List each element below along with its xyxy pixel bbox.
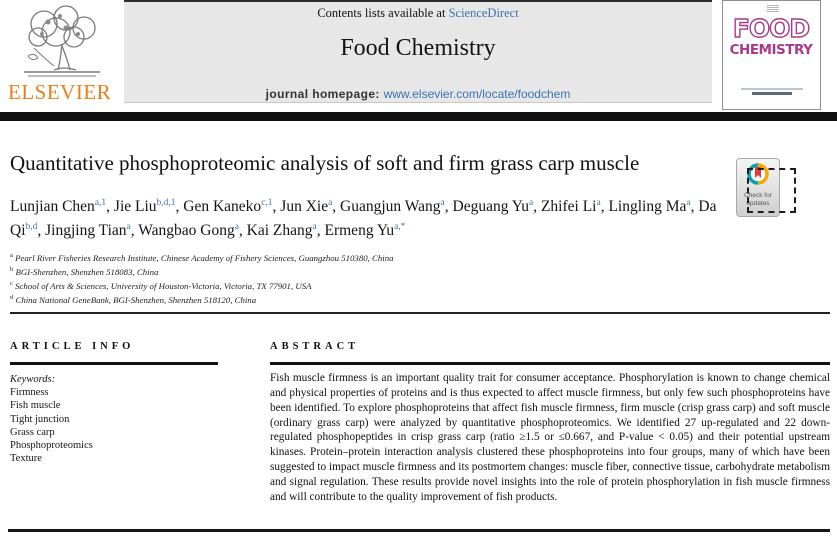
author: Guangjun Wang$^a$ , [340, 198, 452, 215]
cover-footer-lines [741, 88, 803, 95]
author: Lingling Ma$^a$ , [608, 198, 698, 215]
author-affil-sup: a [234, 222, 239, 233]
author-affil-sup: a,1 [94, 197, 107, 208]
author-list [10, 195, 732, 244]
contents-line-text: Contents lists available at [317, 6, 449, 20]
author: Da Qi$^{b,d}$ , [10, 198, 716, 239]
author: Jie Liu$^{b,d,1}$ , [114, 198, 183, 215]
cover-title-art [723, 13, 820, 65]
cover-word-food: FOOD [732, 14, 810, 43]
keyword-item: Firmness [10, 387, 49, 399]
affiliation-line: $^c$ School of Arts & Sciences, University of Houston-Victoria, Victoria, TX 77901, USA [10, 280, 312, 292]
sciencedirect-link[interactable]: ScienceDirect [448, 6, 519, 20]
journal-title: Food Chemistry [340, 35, 496, 61]
author: Jingjing Tian$^a$ , [45, 222, 138, 239]
elsevier-wordmark: ELSEVIER [8, 80, 112, 104]
affiliations [10, 251, 690, 307]
selection-outline [747, 168, 796, 213]
homepage-url-link[interactable]: www.elsevier.com/locate/foodchem [383, 87, 571, 101]
keyword-item: Texture [10, 453, 42, 465]
author: Ermeng $Yu^{a,*}$ [324, 222, 406, 240]
author: Zhifei Li$^a$ , [541, 198, 609, 215]
elsevier-logo [8, 4, 116, 108]
elsevier-tree-icon [14, 4, 110, 80]
author-affil-sup: a [328, 197, 333, 208]
keyword-item: Fish muscle [10, 400, 61, 412]
author-affil-sup: b,d,1 [156, 197, 176, 208]
author-affil-sup: a [312, 222, 317, 233]
author: Deguang Yu$^a$ , [453, 198, 541, 215]
homepage-label: journal homepage: [265, 87, 384, 101]
affiliation-line: $^b$ BGI-Shenzhen, Shenzhen 518083, China [10, 266, 159, 278]
author-affil-sup: b,d [25, 222, 38, 233]
cover-publisher-mark [767, 5, 779, 12]
journal-header-banner [124, 0, 712, 103]
author-affil-sup: a,* [394, 222, 406, 233]
author: Lunjian Chen$^{a,1}$ , [10, 198, 114, 215]
header-divider-bar [0, 112, 837, 121]
author-affil-sup: a [440, 197, 445, 208]
author-affil-sup: a [686, 197, 691, 208]
article-title: Quantitative phosphoproteomic analysis of soft and firm grass carp muscle [10, 151, 640, 175]
journal-cover-thumbnail[interactable] [722, 0, 821, 110]
keyword-item: Phosphoproteomics [10, 440, 93, 452]
keyword-item: Grass carp [10, 426, 55, 438]
author: Gen Kaneko$^{c,1}$ , [183, 198, 280, 215]
article-info-heading: ARTICLE INFO [10, 341, 135, 352]
author-affil-sup: a [126, 222, 131, 233]
contents-line [124, 6, 712, 21]
author: Kai Zhang$^a$ , [247, 222, 325, 239]
author-affil-sup: c,1 [261, 197, 273, 208]
check-for-updates-label: Check for updates [744, 192, 772, 208]
affiliation-line: $^d$ China National GeneBank, BGI-Shenzhen, Shenzhen 518120, China [10, 294, 257, 306]
page-bottom-rule [8, 529, 830, 532]
author: Wangbao Gong$^a$ , [138, 222, 246, 239]
abstract-text: Fish muscle firmness is an important quality trait for consumer acceptance. Phosphorylation is known to change chemical and physical properties of proteins and is thus expected to affect muscle firmness, but only few such phosphoproteins have been identified. To explore phosphoproteins that affect fish muscle firmness, firm muscle (crisp grass carp) and soft muscle (ordinary grass carp) were analyzed by quantitative phosphoproteomics. We identified 27 up-regulated and 22 down-regulated phosphopeptides in crisp grass carp (ratio ≥1.5 or ≤0.667, and P-value < 0.05) and their potential upstream kinases. Protein–protein interaction analysis clustered these phosphoproteins into four groups, many of which have been suggested to impact muscle firmness and its postmortem changes: muscle fiber, connective tissue, carbohydrate metabolism and signal regulation. These results provide novel insights into the role of protein phosphorylation in fish muscle firmness and will contribute to the quality improvement of fish products. [270, 372, 830, 503]
homepage-line [124, 87, 712, 101]
article-info-rule [10, 362, 218, 365]
section-divider [10, 312, 830, 314]
abstract-heading: ABSTRACT [270, 341, 360, 352]
keyword-item: Tight junction [10, 413, 70, 425]
affiliation-line: $^a$ Pearl River Fisheries Research Institute, Chinese Academy of Fishery Sciences, Guangzhou 510380, China [10, 252, 394, 263]
cover-word-chemistry: CHEMISTRY [729, 42, 813, 58]
author: Jun Xie$^a$ , [280, 198, 340, 215]
abstract-rule [270, 362, 830, 365]
author-affil-sup: a [529, 197, 534, 208]
keywords-label: Keywords: [10, 374, 56, 385]
keywords-block [10, 373, 230, 465]
author-affil-sup: a [596, 197, 601, 208]
